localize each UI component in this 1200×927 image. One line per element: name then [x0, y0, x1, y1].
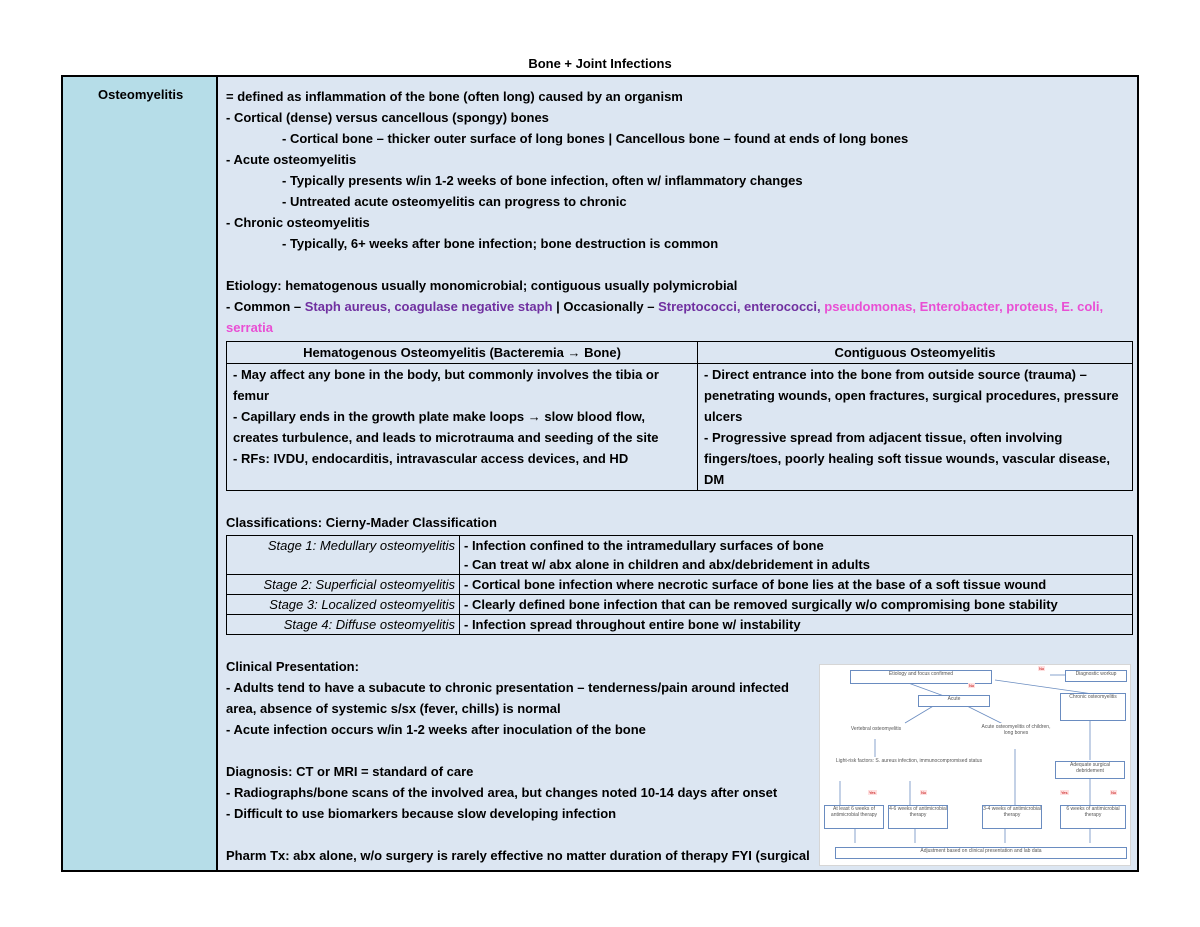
page-title: Bone + Joint Infections — [528, 56, 672, 71]
diagnosis-line: - Radiographs/bone scans of the involved area, but changes noted 10-14 days after onset — [226, 785, 778, 800]
flow-box: At least 6 weeks of antimicrobial therapy — [824, 805, 884, 829]
yes-label: Yes — [869, 790, 876, 795]
flow-box: Adequate surgical debridement — [1055, 761, 1125, 779]
stage-desc: - Cortical bone infection where necrotic surface of bone lies at the base of a soft tissue wound — [460, 575, 1133, 595]
no-label: No — [1039, 666, 1045, 671]
intro-line: - Chronic osteomyelitis — [226, 215, 370, 230]
row-label-cell — [63, 77, 218, 870]
clinical-line: - Adults tend to have a subacute to chronic presentation – tenderness/pain around infected — [226, 680, 789, 695]
etiology-organisms-cont: serratia — [226, 320, 273, 335]
yes-label: Yes — [1061, 790, 1068, 795]
stage-desc: - Infection spread throughout entire bone w/ instability — [460, 615, 1133, 635]
clinical-line: - Acute infection occurs w/in 1-2 weeks after inoculation of the bone — [226, 722, 646, 737]
contiguous-header: Contiguous Osteomyelitis — [698, 342, 1133, 364]
common-organisms: Staph aureus, coagulase negative staph — [304, 299, 553, 314]
pharm-line: Pharm Tx: abx alone, w/o surgery is rarely effective no matter duration of therapy FYI (surgical — [226, 848, 810, 863]
no-label: No — [1111, 790, 1117, 795]
stage-label: Stage 2: Superficial osteomyelitis — [227, 575, 460, 595]
flow-box: Acute — [918, 695, 990, 707]
stage-label: Stage 3: Localized osteomyelitis — [227, 595, 460, 615]
stage-label: Stage 1: Medullary osteomyelitis — [227, 536, 460, 575]
diagnosis-line: - Difficult to use biomarkers because slow developing infection — [226, 806, 617, 821]
osteomyelitis-type-table — [226, 341, 1133, 491]
clinical-line: area, absence of systemic s/sx (fever, chills) is normal — [226, 701, 561, 716]
row-label: Osteomyelitis — [98, 87, 184, 102]
flow-box: Diagnostic workup — [1065, 670, 1127, 682]
etiology-line: Etiology: hematogenous usually monomicrobial; contiguous usually polymicrobial — [226, 278, 738, 293]
clinical-heading: Clinical Presentation: — [226, 659, 359, 674]
intro-line: - Cortical bone – thicker outer surface of long bones | Cancellous bone – found at ends of long bones — [282, 131, 909, 146]
diagnosis-heading: Diagnosis: CT or MRI = standard of care — [226, 764, 474, 779]
no-label: No — [969, 683, 975, 688]
flow-box: Etiology and focus confirmed — [850, 670, 992, 684]
intro-line: - Typically presents w/in 1-2 weeks of bone infection, often w/ inflammatory changes — [282, 173, 803, 188]
occasional-organisms: Streptococci, enterococci, — [658, 299, 825, 314]
flow-box: Adjustment based on clinical presentation and lab data — [835, 847, 1127, 859]
intro-line: - Cortical (dense) versus cancellous (spongy) bones — [226, 110, 549, 125]
intro-line: - Acute osteomyelitis — [226, 152, 357, 167]
flow-box: Vertebral osteomyelitis — [840, 725, 912, 739]
treatment-flowchart — [819, 664, 1131, 866]
occasional-organisms-gram-neg: pseudomonas, Enterobacter, proteus, E. coli, — [824, 299, 1104, 314]
flow-box: Acute osteomyelitis of children, long bones — [980, 723, 1052, 749]
stage-desc: - Infection confined to the intramedullary surfaces of bone - Can treat w/ abx alone in children and abx/debridement in adults — [460, 536, 1133, 575]
stage-desc: - Clearly defined bone infection that can be removed surgically w/o compromising bone stability — [460, 595, 1133, 615]
intro-line: - Typically, 6+ weeks after bone infection; bone destruction is common — [282, 236, 719, 251]
intro-line: - Untreated acute osteomyelitis can progress to chronic — [282, 194, 627, 209]
hematogenous-header: Hematogenous Osteomyelitis (Bacteremia → Bone) — [227, 342, 698, 364]
no-label: No — [921, 790, 927, 795]
hematogenous-cell: - May affect any bone in the body, but commonly involves the tibia or femur - Capillary ends in the growth plate make loops → slow blood flow, creates turbulence, and leads to microtrauma and seeding of the site - RFs: IVDU, endocarditis, intravascular access devices, and HD — [227, 364, 698, 491]
flow-box: 4-6 weeks of antimicrobial therapy — [888, 805, 948, 829]
classification-heading: Classifications: Cierny-Mader Classification — [226, 515, 497, 530]
cierny-mader-table — [226, 535, 1133, 635]
flow-box: Chronic osteomyelitis — [1060, 693, 1126, 721]
contiguous-cell: - Direct entrance into the bone from outside source (trauma) – penetrating wounds, open fractures, surgical procedures, pressure ulcers - Progressive spread from adjacent tissue, often involving fingers/toes, poorly healing soft tissue wounds, vascular disease, DM — [698, 364, 1133, 491]
flow-box: 6 weeks of antimicrobial therapy — [1060, 805, 1126, 829]
flow-box: 3-4 weeks of antimicrobial therapy — [982, 805, 1042, 829]
intro-line: = defined as inflammation of the bone (often long) caused by an organism — [226, 89, 683, 104]
etiology-organisms: - Common – Staph aureus, coagulase negative staph | Occasionally – Streptococci, enterococci, pseudomonas, Enterobacter, proteus, E. coli, — [226, 299, 1104, 314]
flow-box: Light-risk factors: S. aureus infection, immunocompromised status — [828, 757, 990, 781]
stage-label: Stage 4: Diffuse osteomyelitis — [227, 615, 460, 635]
